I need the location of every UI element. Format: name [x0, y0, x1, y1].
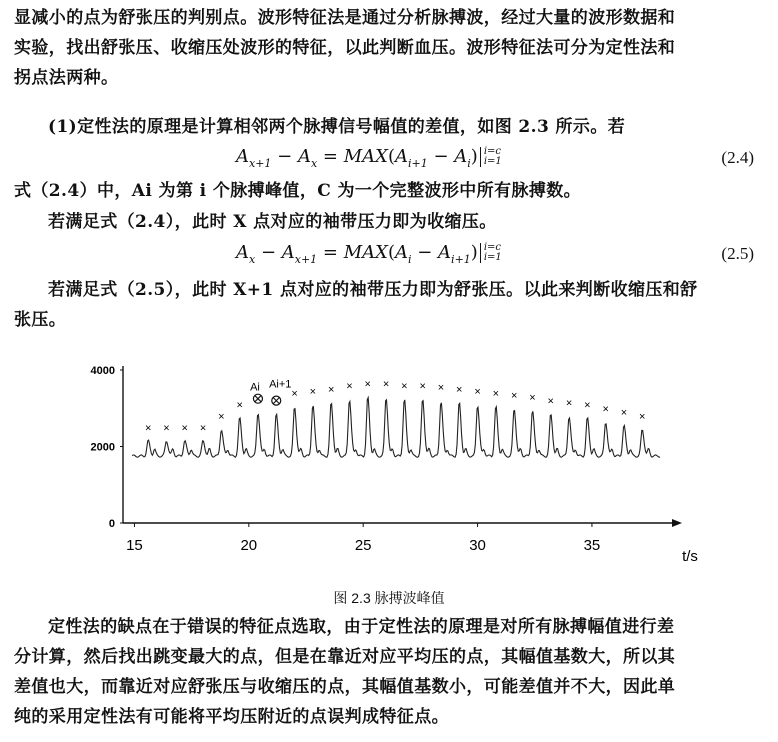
text-line: 若满足式（2.4），此时 X 点对应的袖带压力即为收缩压。: [48, 212, 497, 232]
paragraph-5: [14, 275, 766, 335]
peak-marker: ×: [199, 422, 207, 435]
peak-marker: ×: [437, 382, 445, 395]
pulse-wave-chart: [0, 355, 778, 580]
y-tick-label: 2000: [90, 441, 115, 454]
peak-marker: ×: [382, 378, 390, 391]
text-line: 差值也大，而靠近对应舒张压与收缩压的点，其幅值基数小，可能差值并不大，因此单: [14, 677, 676, 697]
peak-marker: ×: [327, 384, 335, 397]
y-tick-label: 4000: [90, 365, 115, 377]
paragraph-1: [14, 3, 766, 93]
equation-2-4: [0, 142, 778, 176]
peak-marker: ×: [639, 410, 646, 423]
x-tick-label: 15: [126, 537, 143, 554]
peak-marker: ×: [584, 399, 591, 412]
peak-marker: ×: [456, 384, 463, 397]
peak-marker: ×: [401, 380, 408, 393]
paragraph-4: [14, 207, 766, 237]
x-axis-arrow: [672, 519, 682, 527]
text-line: 定性法的缺点在于错误的特征点选取，由于定性法的原理是对所有脉搏幅值进行差: [48, 617, 675, 637]
pulse-waveform-line: [132, 395, 660, 458]
equation-number: (2.5): [721, 244, 754, 263]
peak-marker: ×: [346, 380, 353, 393]
peak-marker: ×: [602, 403, 609, 416]
annotation-ai: Ai: [250, 381, 260, 394]
text-line: 拐点法两种。: [14, 68, 119, 88]
peak-marker: ×: [510, 389, 518, 402]
peak-marker: ×: [474, 386, 481, 399]
peak-marker: ×: [419, 380, 426, 393]
y-tick-label: 0: [108, 518, 115, 530]
text-line: 式（2.4）中，Ai 为第 i 个脉搏峰值，C 为一个完整波形中所有脉搏数。: [14, 181, 582, 201]
peak-marker: ×: [492, 387, 500, 400]
peak-marker: ×: [163, 422, 170, 435]
equation-body: $A_{x+1} - A_x = MAX(A_{i+1} - A_i)$ i=c i=1: [236, 146, 502, 170]
equation-number: (2.4): [721, 148, 754, 167]
text-line: 实验，找出舒张压、收缩压处波形的特征，以此判断血压。波形特征法可分为定性法和: [14, 38, 676, 58]
peak-marker: ×: [291, 387, 298, 400]
peak-marker: ×: [236, 399, 243, 412]
x-tick-label: 30: [469, 537, 486, 554]
text-line: (1)定性法的原理是计算相邻两个脉搏信号幅值的差值，如图 2.3 所示。若: [48, 117, 626, 137]
peak-marker: ×: [144, 422, 152, 435]
equation-body: $A_x - A_{x+1} = MAX(A_i - A_{i+1})$ i=c i=1: [236, 242, 502, 266]
text-line: 张压。: [14, 310, 67, 330]
peak-marker: ×: [218, 410, 225, 423]
text-line: 分计算，然后找出跳变最大的点，但是在靠近对应平均压的点，其幅值基数大，所以其: [14, 647, 676, 667]
text-line: 显减小的点为舒张压的判别点。波形特征法是通过分析脉搏波，经过大量的波形数据和: [14, 8, 676, 28]
peak-marker: ×: [364, 378, 371, 391]
x-axis-label: t/s: [682, 548, 698, 565]
paragraph-2: [14, 112, 766, 142]
peak-marker: ×: [620, 407, 628, 420]
text-line: 若满足式（2.5），此时 X+1 点对应的袖带压力即为舒张压。以此来判断收缩压和舒: [48, 280, 698, 300]
peak-marker: ×: [547, 395, 554, 408]
peak-marker: ×: [181, 422, 188, 435]
figure-caption: 图 2.3 脉搏波峰值: [333, 590, 445, 606]
paragraph-3: [14, 176, 766, 206]
x-tick-label: 20: [240, 537, 258, 554]
x-tick-label: 35: [583, 537, 601, 554]
x-tick-label: 25: [354, 537, 372, 554]
peak-marker: ×: [565, 397, 573, 410]
annotation-ai-plus-1: Ai+1: [269, 378, 292, 391]
text-line: 纯的采用定性法有可能将平均压附近的点误判成特征点。: [14, 707, 449, 727]
peak-marker: ×: [309, 386, 317, 399]
equation-2-5: [0, 240, 778, 274]
peak-marker: ×: [529, 391, 536, 404]
paragraph-6: [14, 612, 766, 732]
